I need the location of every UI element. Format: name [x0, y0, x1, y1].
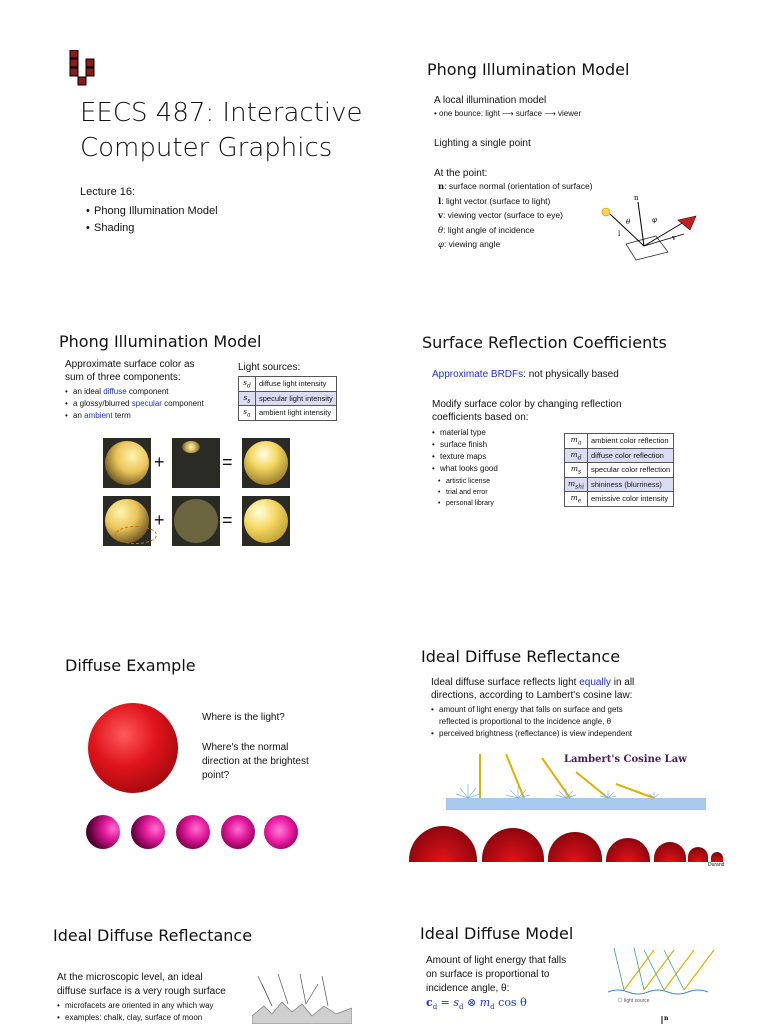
text-line: • one bounce: light ⟶ surface ⟶ viewer — [434, 109, 582, 118]
bullet-text: an ideal — [73, 387, 104, 396]
red-dome — [409, 826, 477, 862]
image-credit: Durand — [708, 862, 725, 868]
slide-title: Phong Illumination Model — [427, 60, 630, 79]
bullet-highlight: ambient — [84, 411, 113, 420]
bullet-text: term — [112, 411, 131, 420]
table-row — [239, 391, 337, 406]
list-item-continuation — [431, 716, 632, 728]
diffuse-formula: $c_d = s_d$ ⊗ $m_d$ cos θ — [426, 996, 527, 1012]
red-dome — [711, 852, 723, 862]
course-title-line-1: EECS 487: Interactive — [80, 98, 363, 128]
table-row — [565, 463, 674, 478]
table-cell: $m_{shi}$ — [565, 477, 588, 492]
light-sources-table — [238, 376, 337, 421]
pink-sphere — [86, 815, 120, 849]
red-dome — [688, 847, 708, 862]
text-line: Lighting a single point — [434, 138, 531, 149]
text-line: on surface is proportional to — [426, 969, 550, 980]
list-item: • amount of light energy that falls on surface and gets — [431, 704, 632, 716]
bullet-text: component — [161, 399, 204, 408]
lecture-label: Lecture 16: — [80, 186, 136, 198]
table-cell: $m_e$ — [565, 492, 588, 507]
symbol: l — [438, 196, 442, 207]
table-cell: $m_d$ — [565, 448, 588, 463]
sphere-diffuse — [103, 496, 151, 546]
eye-icon — [678, 216, 696, 230]
table-row — [565, 492, 674, 507]
definition: : viewing vector (surface to eye) — [442, 210, 563, 220]
list-item: • texture maps — [432, 451, 498, 463]
diffuse-model-diagram — [604, 940, 724, 1024]
plus-sign: + — [154, 452, 165, 472]
text-line: coefficients based on: — [432, 412, 529, 423]
red-dome — [606, 838, 650, 862]
table-cell: $s_a$ — [239, 406, 256, 421]
symbol: n — [438, 182, 445, 192]
pink-sphere — [131, 815, 165, 849]
text-line: At the point: — [434, 168, 488, 179]
table-cell: ambient color reflection — [588, 434, 674, 449]
text-line: : not physically based — [523, 369, 619, 380]
list-item: • personal library — [438, 498, 494, 509]
table-cell: $s_d$ — [239, 377, 256, 392]
table-cell: diffuse color reflection — [588, 448, 674, 463]
table-cell: $m_a$ — [565, 434, 588, 449]
slide-title: Ideal Diffuse Model — [420, 924, 574, 943]
label-theta: θ — [626, 218, 631, 226]
slide-title: Phong Illumination Model — [59, 332, 262, 351]
label-phi: φ — [652, 216, 657, 224]
brdf-link[interactable]: Approximate BRDFs — [432, 369, 524, 380]
table-row — [565, 477, 674, 492]
definition-list — [438, 180, 593, 253]
pink-sphere — [264, 815, 298, 849]
text-line: Approximate surface color as — [65, 359, 195, 370]
formula-m: ⊗ m — [463, 996, 491, 1009]
light-source-icon — [618, 998, 622, 1002]
university-logo — [68, 50, 100, 86]
plus-sign: + — [154, 510, 165, 530]
red-dome — [654, 842, 686, 862]
course-title-line-2: Computer Graphics — [80, 133, 333, 163]
question-text: Where's the normal — [202, 742, 289, 753]
slide-title: Diffuse Example — [65, 656, 196, 675]
symbol-subscript: d — [247, 382, 251, 390]
component-bullet — [65, 410, 204, 422]
text-line: Amount of light energy that falls — [426, 955, 567, 966]
reflection-coefficients-table — [564, 433, 674, 507]
formula-cos: cos θ — [494, 996, 527, 1009]
red-dome — [482, 828, 544, 862]
text-line: diffuse surface is a very rough surface — [57, 986, 226, 997]
symbol-subscript: shi — [575, 483, 584, 490]
text-line: Ideal diffuse surface reflects light — [431, 677, 580, 688]
highlight-text: equally — [579, 677, 611, 688]
symbol-subscript: a — [577, 439, 582, 447]
text-line: sum of three components: — [65, 372, 181, 383]
table-cell: specular color reflection — [588, 463, 674, 478]
table-cell: $m_s$ — [565, 463, 588, 478]
definition: : light vector (surface to light) — [441, 195, 551, 206]
text-line: directions, according to Lambert's cosine law: — [431, 690, 633, 701]
table-cell: emissive color intensity — [588, 492, 674, 507]
symbol-subscript: s — [578, 468, 582, 476]
phong-vectors-diagram — [596, 192, 706, 264]
list-item: • artistic license — [438, 476, 494, 487]
bullet-highlight: specular — [131, 399, 162, 408]
sphere-result — [242, 496, 290, 546]
list-item: • surface finish — [432, 439, 498, 451]
slide-title: Surface Reflection Coefficients — [422, 333, 667, 352]
sphere-diffuse — [103, 438, 151, 488]
pink-sphere — [221, 815, 255, 849]
bullet-highlight: diffuse — [103, 387, 127, 396]
question-text: point? — [202, 770, 230, 781]
lamberts-cosine-law-figure — [446, 748, 706, 820]
red-sphere — [88, 703, 178, 793]
question-text: direction at the brightest — [202, 756, 309, 767]
label-v: v — [672, 234, 676, 242]
formula-c: c — [426, 996, 433, 1009]
light-source-label: light source — [624, 998, 650, 1004]
list-item: • microfacets are oriented in any which way — [57, 1000, 214, 1012]
table-cell: diffuse light intensity — [256, 377, 337, 392]
component-bullet — [65, 386, 204, 398]
table-cell: shininess (blurriness) — [588, 477, 674, 492]
definition: : surface normal (orientation of surface) — [444, 181, 593, 191]
bullet-text: component — [126, 387, 169, 396]
sphere-specular — [172, 438, 220, 488]
table-cell: ambient light intensity — [256, 406, 337, 421]
table-row — [239, 377, 337, 392]
light-bulb-icon — [602, 208, 610, 216]
definition: : viewing angle — [443, 239, 501, 249]
formula-s: = s — [437, 996, 460, 1009]
list-item: • trial and error — [438, 487, 494, 498]
pink-sphere — [176, 815, 210, 849]
text-line: At the microscopic level, an ideal — [57, 972, 203, 983]
microfacet-diagram — [252, 972, 352, 1024]
table-cell: specular light intensity — [256, 391, 337, 406]
slide-title: Ideal Diffuse Reflectance — [53, 926, 253, 945]
component-bullet — [65, 398, 204, 410]
question-text: Where is the light? — [202, 712, 285, 723]
symbol: v — [438, 211, 443, 221]
sphere-result — [242, 438, 290, 488]
text-line: in all — [610, 677, 635, 688]
light-sources-title: Light sources: — [238, 362, 301, 373]
sphere-ambient — [172, 496, 220, 546]
text-line: A local illumination model — [434, 95, 547, 106]
list-item: • what looks good — [432, 463, 498, 475]
label-l: l — [618, 230, 621, 238]
table-row — [565, 448, 674, 463]
text-line: Modify surface color by changing reflection — [432, 399, 622, 410]
symbol-subscript: a — [247, 411, 251, 419]
slide-title: Ideal Diffuse Reflectance — [421, 647, 621, 666]
symbol-subscript: s — [247, 397, 251, 404]
list-item: • material type — [432, 427, 498, 439]
list-item: • examples: chalk, clay, surface of moon — [57, 1012, 214, 1024]
symbol: φ — [438, 240, 444, 250]
bullet-text: a glossy/blurred — [73, 399, 132, 408]
symbol-subscript: d — [577, 454, 582, 461]
red-dome — [548, 832, 602, 862]
table-row — [239, 406, 337, 421]
lecture-topic: • Phong Illumination Model — [86, 203, 218, 220]
lecture-topic: • Shading — [86, 220, 218, 237]
symbol-subscript: e — [577, 497, 582, 505]
bullet-text: an — [73, 411, 85, 420]
table-cell: $s_s$ — [239, 391, 256, 406]
list-item: • perceived brightness (reflectance) is view independent — [431, 728, 632, 740]
table-row — [565, 434, 674, 449]
figure-title: Lambert's Cosine Law — [564, 754, 687, 765]
course-title — [80, 96, 362, 166]
text-line: incidence angle, θ: — [426, 983, 510, 994]
definition: : light angle of incidence — [443, 224, 535, 235]
equals-sign: = — [222, 510, 233, 530]
normal-label: n — [664, 1015, 669, 1022]
equals-sign: = — [222, 452, 233, 472]
label-n: n — [634, 194, 639, 202]
symbol: θ — [438, 225, 444, 236]
list-item-text: reflected is proportional to the incidence angle, θ — [439, 717, 612, 726]
